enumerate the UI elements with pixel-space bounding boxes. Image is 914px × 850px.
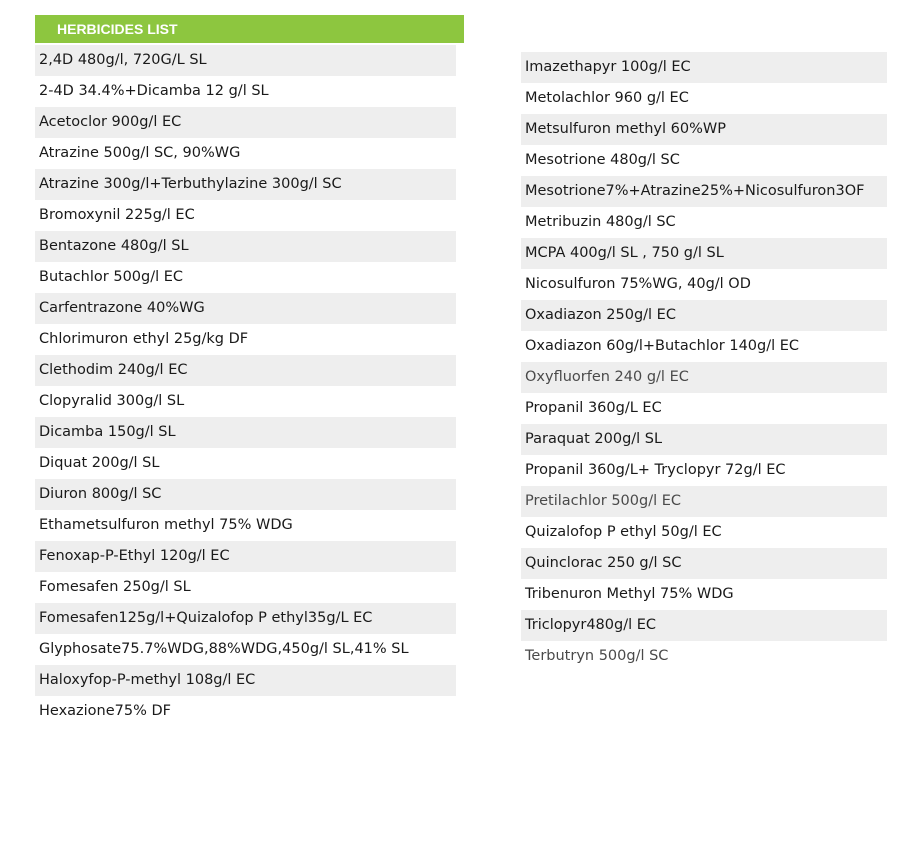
list-item: Clethodim 240g/l EC [35,355,456,386]
list-item: Bromoxynil 225g/l EC [39,207,195,223]
list-item: Carfentrazone 40%WG [35,293,456,324]
list-item: Propanil 360g/L EC [525,400,662,416]
list-item: Metsulfuron methyl 60%WP [521,114,887,145]
list-item: Diuron 800g/l SC [35,479,456,510]
list-item: Butachlor 500g/l EC [39,269,184,285]
list-item: Glyphosate75.7%WDG,88%WDG,450g/l SL,41% SL [39,641,409,657]
list-item: 2,4D 480g/l, 720G/L SL [35,45,456,76]
list-item: Hexazione75% DF [39,703,172,719]
list-item: Mesotrione7%+Atrazine25%+Nicosulfuron3OF [521,176,887,207]
list-item: Oxadiazon 250g/l EC [521,300,887,331]
list-item: Clopyralid 300g/l SL [39,393,185,409]
list-title: HERBICIDES LIST [35,15,464,43]
list-item: Mesotrione 480g/l SC [525,152,680,168]
list-item: Bentazone 480g/l SL [35,231,456,262]
list-item: Nicosulfuron 75%WG, 40g/l OD [525,276,751,292]
list-item: Metribuzin 480g/l SC [525,214,676,230]
list-item: Diquat 200g/l SL [39,455,160,471]
list-item: Propanil 360g/L+ Tryclopyr 72g/l EC [525,462,786,478]
list-item: Imazethapyr 100g/l EC [521,52,887,83]
list-item: Ethametsulfuron methyl 75% WDG [39,517,293,533]
list-item: Fomesafen125g/l+Quizalofop P ethyl35g/L EC [35,603,456,634]
list-item: Metolachlor 960 g/l EC [525,90,689,106]
left-column [35,45,456,727]
list-item: Triclopyr480g/l EC [521,610,887,641]
list-item: MCPA 400g/l SL , 750 g/l SL [521,238,887,269]
list-item: Terbutryn 500g/l SC [525,648,669,664]
list-item: Dicamba 150g/l SL [35,417,456,448]
list-item: Oxadiazon 60g/l+Butachlor 140g/l EC [525,338,800,354]
list-item: Atrazine 300g/l+Terbuthylazine 300g/l SC [35,169,456,200]
right-column [521,52,887,672]
list-item: Pretilachlor 500g/l EC [521,486,887,517]
list-item: Oxyfluorfen 240 g/l EC [521,362,887,393]
list-item: Acetoclor 900g/l EC [35,107,456,138]
list-item: Chlorimuron ethyl 25g/kg DF [39,331,249,347]
list-item: Tribenuron Methyl 75% WDG [525,586,734,602]
list-item: Fomesafen 250g/l SL [39,579,191,595]
list-item: 2-4D 34.4%+Dicamba 12 g/l SL [39,83,269,99]
list-item: Haloxyfop-P-methyl 108g/l EC [35,665,456,696]
list-item: Paraquat 200g/l SL [521,424,887,455]
list-item: Atrazine 500g/l SC, 90%WG [39,145,241,161]
list-item: Fenoxap-P-Ethyl 120g/l EC [35,541,456,572]
list-item: Quizalofop P ethyl 50g/l EC [525,524,722,540]
list-item: Quinclorac 250 g/l SC [521,548,887,579]
